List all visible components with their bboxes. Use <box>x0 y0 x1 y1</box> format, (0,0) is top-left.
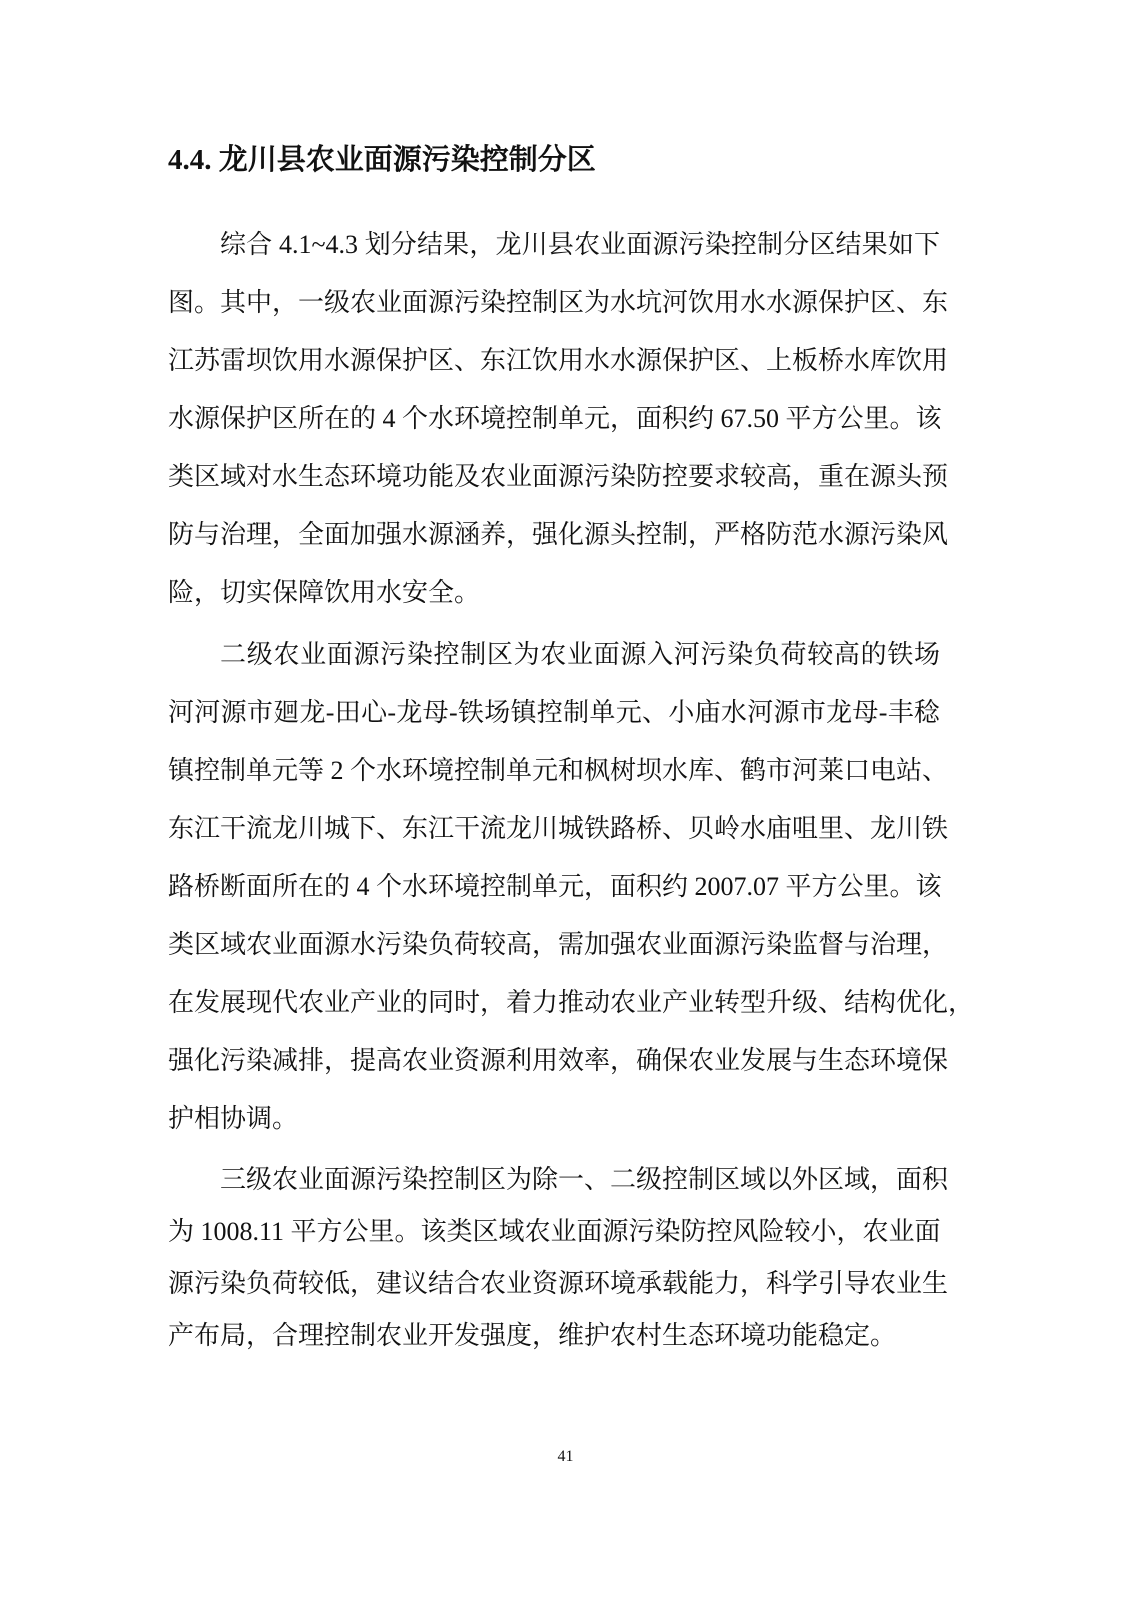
text-line: 河河源市廻龙-田心-龙母-铁场镇控制单元、小庙水河源市龙母-丰稔 <box>168 698 940 727</box>
text-line: 江苏雷坝饮用水源保护区、东江饮用水水源保护区、上板桥水库饮用 <box>168 346 949 375</box>
text-line: 路桥断面所在的 4 个水环境控制单元，面积约 2007.07 平方公里。该 <box>168 872 942 901</box>
paragraph-level-2-zone <box>168 626 975 1148</box>
text-line: 东江干流龙川城下、东江干流龙川城铁路桥、贝岭水庙咀里、龙川铁 <box>168 814 949 843</box>
text-line: 防与治理，全面加强水源涵养，强化源头控制，严格防范水源污染风 <box>168 520 949 549</box>
text-line: 综合 4.1~4.3 划分结果，龙川县农业面源污染控制分区结果如下 <box>220 230 940 259</box>
paragraph-level-1-zone <box>168 216 949 622</box>
text-line: 源污染负荷较低，建议结合农业资源环境承载能力，科学引导农业生 <box>168 1269 949 1298</box>
text-line: 二级农业面源污染控制区为农业面源入河污染负荷较高的铁场 <box>220 640 940 669</box>
text-line: 产布局，合理控制农业开发强度，维护农村生态环境功能稳定。 <box>168 1321 897 1350</box>
page-number: 41 <box>557 1448 574 1465</box>
text-line: 三级农业面源污染控制区为除一、二级控制区域以外区域，面积 <box>220 1165 949 1194</box>
section-heading: 4.4. 龙川县农业面源污染控制分区 <box>168 144 596 176</box>
text-line: 险，切实保障饮用水安全。 <box>168 578 481 607</box>
text-line: 水源保护区所在的 4 个水环境控制单元，面积约 67.50 平方公里。该 <box>168 404 942 433</box>
text-line: 在发展现代农业产业的同时，着力推动农业产业转型升级、结构优化， <box>168 988 975 1017</box>
text-line: 为 1008.11 平方公里。该类区域农业面源污染防控风险较小，农业面 <box>168 1217 941 1246</box>
text-line: 类区域对水生态环境功能及农业面源污染防控要求较高，重在源头预 <box>168 462 949 491</box>
text-line: 镇控制单元等 2 个水环境控制单元和枫树坝水库、鹤市河莱口电站、 <box>168 756 949 785</box>
text-line: 图。其中，一级农业面源污染控制区为水坑河饮用水水源保护区、东 <box>168 288 949 317</box>
text-line: 类区域农业面源水污染负荷较高，需加强农业面源污染监督与治理， <box>168 930 949 959</box>
paragraph-level-3-zone <box>168 1154 949 1362</box>
text-line: 强化污染减排，提高农业资源利用效率，确保农业发展与生态环境保 <box>168 1046 949 1075</box>
text-line: 护相协调。 <box>168 1104 299 1133</box>
